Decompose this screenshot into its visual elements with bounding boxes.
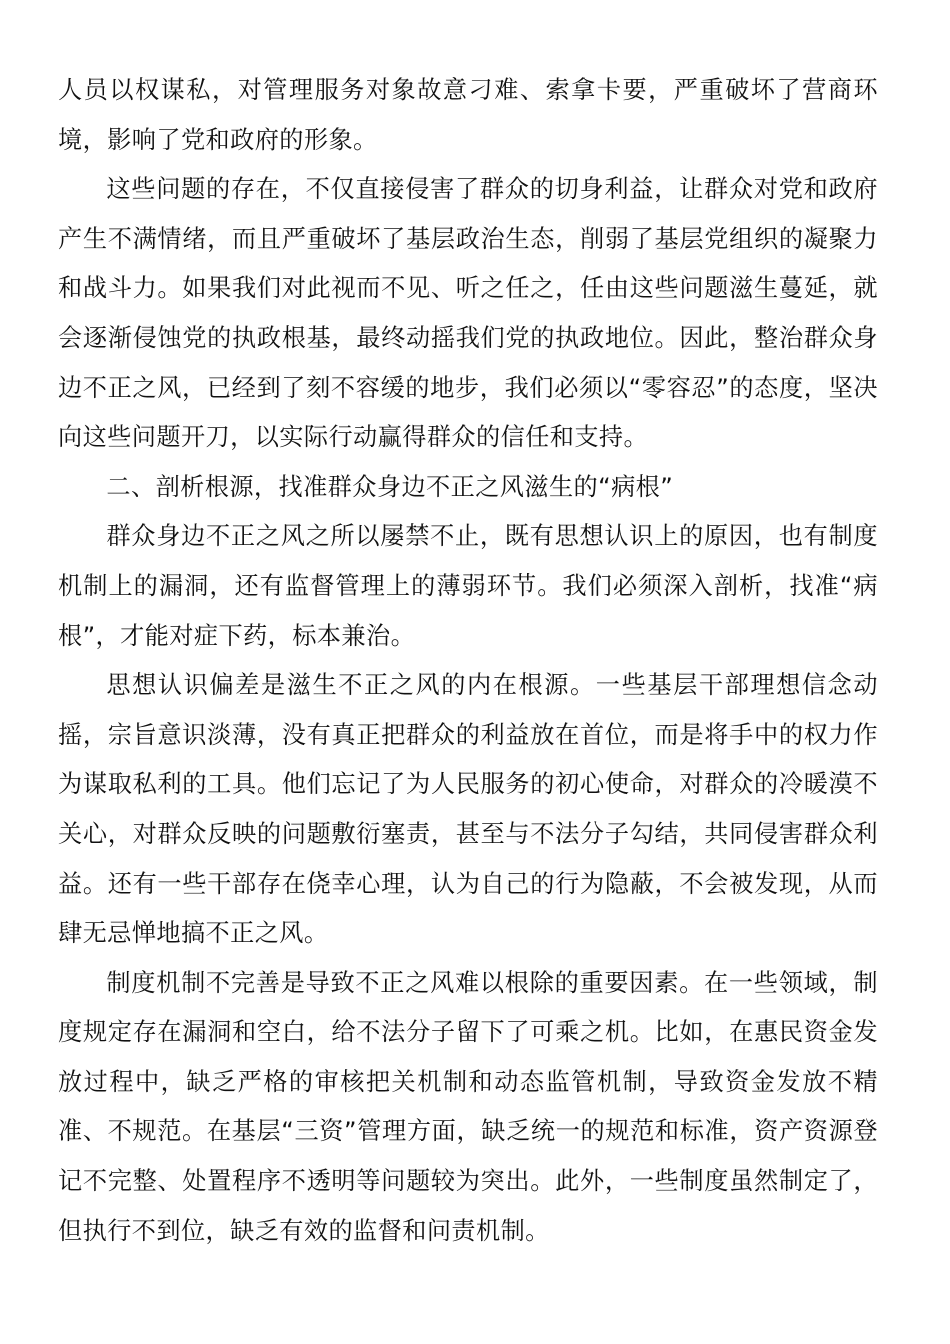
paragraph-continued: 人员以权谋私，对管理服务对象故意刁难、索拿卡要，严重破坏了营商环境，影响了党和政府的形象。 xyxy=(58,76,878,154)
paragraph: 思想认识偏差是滋生不正之风的内在根源。一些基层干部理想信念动摇，宗旨意识淡薄，没有真正把群众的利益放在首位，而是将手中的权力作为谋取私利的工具。他们忘记了为人民服务的初心使命，对群众的冷暖漠不关心，对群众反映的问题敷衍塞责，甚至与不法分子勾结，共同侵害群众利益。还有一些干部存在侥幸心理，认为自己的行为隐蔽，不会被发现，从而肆无忌惮地搞不正之风。 xyxy=(58,671,878,948)
paragraph: 群众身边不正之风之所以屡禁不止，既有思想认识上的原因，也有制度机制上的漏洞，还有监督管理上的薄弱环节。我们必须深入剖析，找准“病根”，才能对症下药，标本兼治。 xyxy=(58,522,878,650)
document-body xyxy=(58,66,878,1256)
paragraph: 制度机制不完善是导致不正之风难以根除的重要因素。在一些领域，制度规定存在漏洞和空白，给不法分子留下了可乘之机。比如，在惠民资金发放过程中，缺乏严格的审核把关机制和动态监管机制，导致资金发放不精准、不规范。在基层“三资”管理方面，缺乏统一的规范和标准，资产资源登记不完整、处置程序不透明等问题较为突出。此外，一些制度虽然制定了，但执行不到位，缺乏有效的监督和问责机制。 xyxy=(58,968,878,1245)
section-heading: 二、剖析根源，找准群众身边不正之风滋生的“病根” xyxy=(106,472,674,501)
paragraph: 这些问题的存在，不仅直接侵害了群众的切身利益，让群众对党和政府产生不满情绪，而且严重破坏了基层政治生态，削弱了基层党组织的凝聚力和战斗力。如果我们对此视而不见、听之任之，任由这些问题滋生蔓延，就会逐渐侵蚀党的执政根基，最终动摇我们党的执政地位。因此，整治群众身边不正之风，已经到了刻不容缓的地步，我们必须以“零容忍”的态度，坚决向这些问题开刀，以实际行动赢得群众的信任和支持。 xyxy=(58,175,878,452)
